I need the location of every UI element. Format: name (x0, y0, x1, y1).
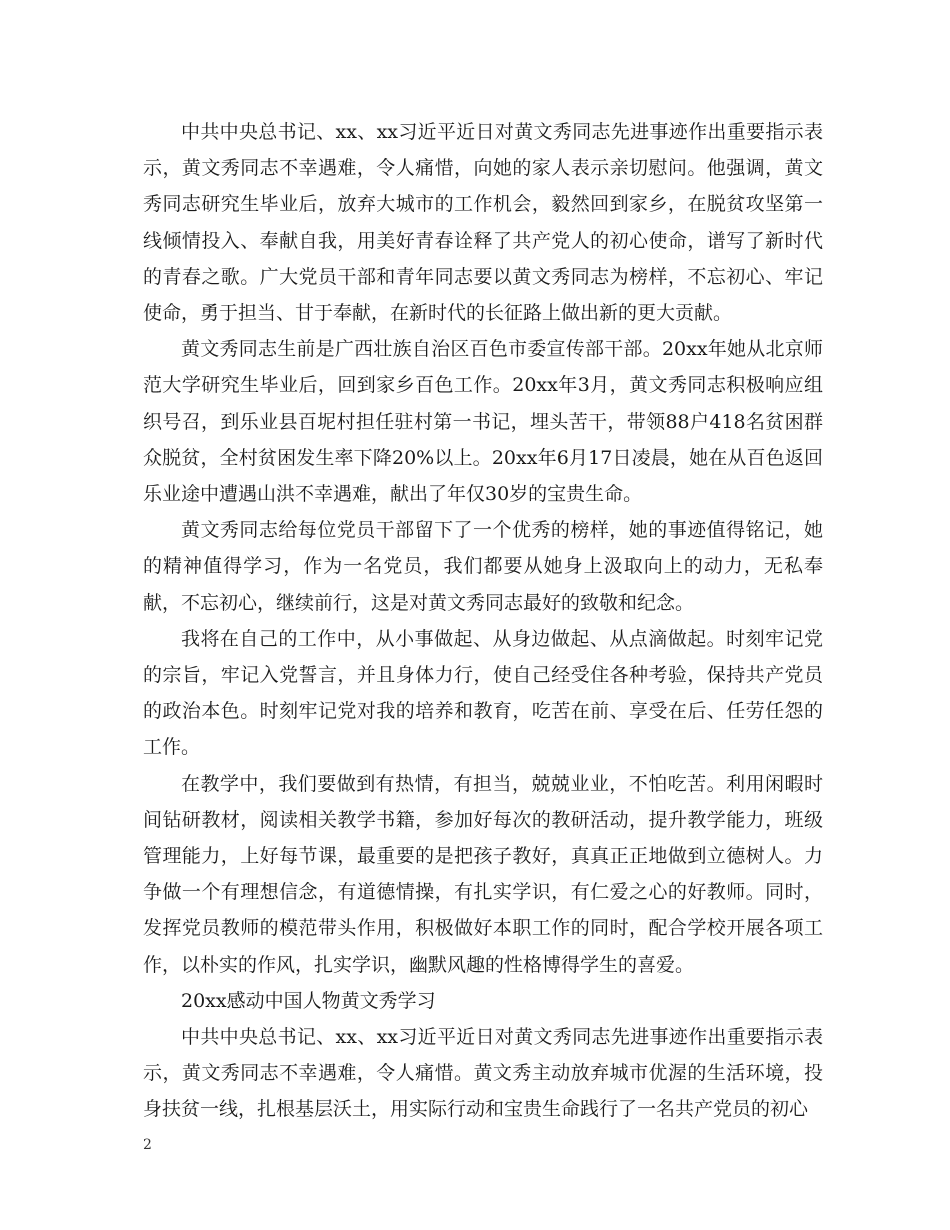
document-body (143, 114, 823, 1128)
paragraph-teaching: 在教学中，我们要做到有热情，有担当，兢兢业业，不怕吃苦。利用闲暇时间钻研教材，阅读相关教学书籍，参加好每次的教研活动，提升教学能力，班级管理能力，上好每节课，最重要的是把孩子教好，真真正正地做到立德树人。力争做一个有理想信念，有道德情操，有扎实学识，有仁爱之心的好教师。同时，发挥党员教师的模范带头作用，积极做好本职工作的同时，配合学校开展各项工作，以朴实的作风，扎实学识，幽默风趣的性格博得学生的喜爱。 (143, 772, 823, 976)
paragraph-role-model: 黄文秀同志给每位党员干部留下了一个优秀的榜样，她的事迹值得铭记，她的精神值得学习，作为一名党员，我们都要从她身上汲取向上的动力，无私奉献，不忘初心，继续前行，这是对黄文秀同志最好的致敬和纪念。 (143, 519, 823, 614)
paragraph-intro-instruction: 中共中央总书记、xx、xx习近平近日对黄文秀同志先进事迹作出重要指示表示，黄文秀同志不幸遇难，令人痛惜，向她的家人表示亲切慰问。他强调，黄文秀同志研究生毕业后，放弃大城市的工作机会，毅然回到家乡，在脱贫攻坚第一线倾情投入、奉献自我，用美好青春诠释了共产党人的初心使命，谱写了新时代的青春之歌。广大党员干部和青年同志要以黄文秀同志为榜样，不忘初心、牢记使命，勇于担当、甘于奉献，在新时代的长征路上做出新的更大贡献。 (143, 121, 823, 325)
page-number: 2 (143, 1137, 152, 1153)
paragraph-personal-commitment: 我将在自己的工作中，从小事做起、从身边做起、从点滴做起。时刻牢记党的宗旨，牢记入党誓言，并且身体力行，使自己经受住各种考验，保持共产党员的政治本色。时刻牢记党对我的培养和教育，吃苦在前、享受在后、任劳任怨的工作。 (143, 627, 823, 759)
paragraph-second-section-intro: 中共中央总书记、xx、xx习近平近日对黄文秀同志先进事迹作出重要指示表示，黄文秀同志不幸遇难，令人痛惜。黄文秀主动放弃城市优渥的生活环境，投身扶贫一线，扎根基层沃土，用实际行动和宝贵生命践行了一名共产党员的初心 (143, 1026, 823, 1121)
section-heading: 20xx感动中国人物黄文秀学习 (181, 989, 436, 1012)
paragraph-biography: 黄文秀同志生前是广西壮族自治区百色市委宣传部干部。20xx年她从北京师范大学研究生毕业后，回到家乡百色工作。20xx年3月，黄文秀同志积极响应组织号召，到乐业县百坭村担任驻村第一书记，埋头苦干，带领88户418名贫困群众脱贫，全村贫困发生率下降20%以上。20xx年6月17日凌晨，她在从百色返回乐业途中遭遇山洪不幸遇难，献出了年仅30岁的宝贵生命。 (143, 338, 823, 506)
